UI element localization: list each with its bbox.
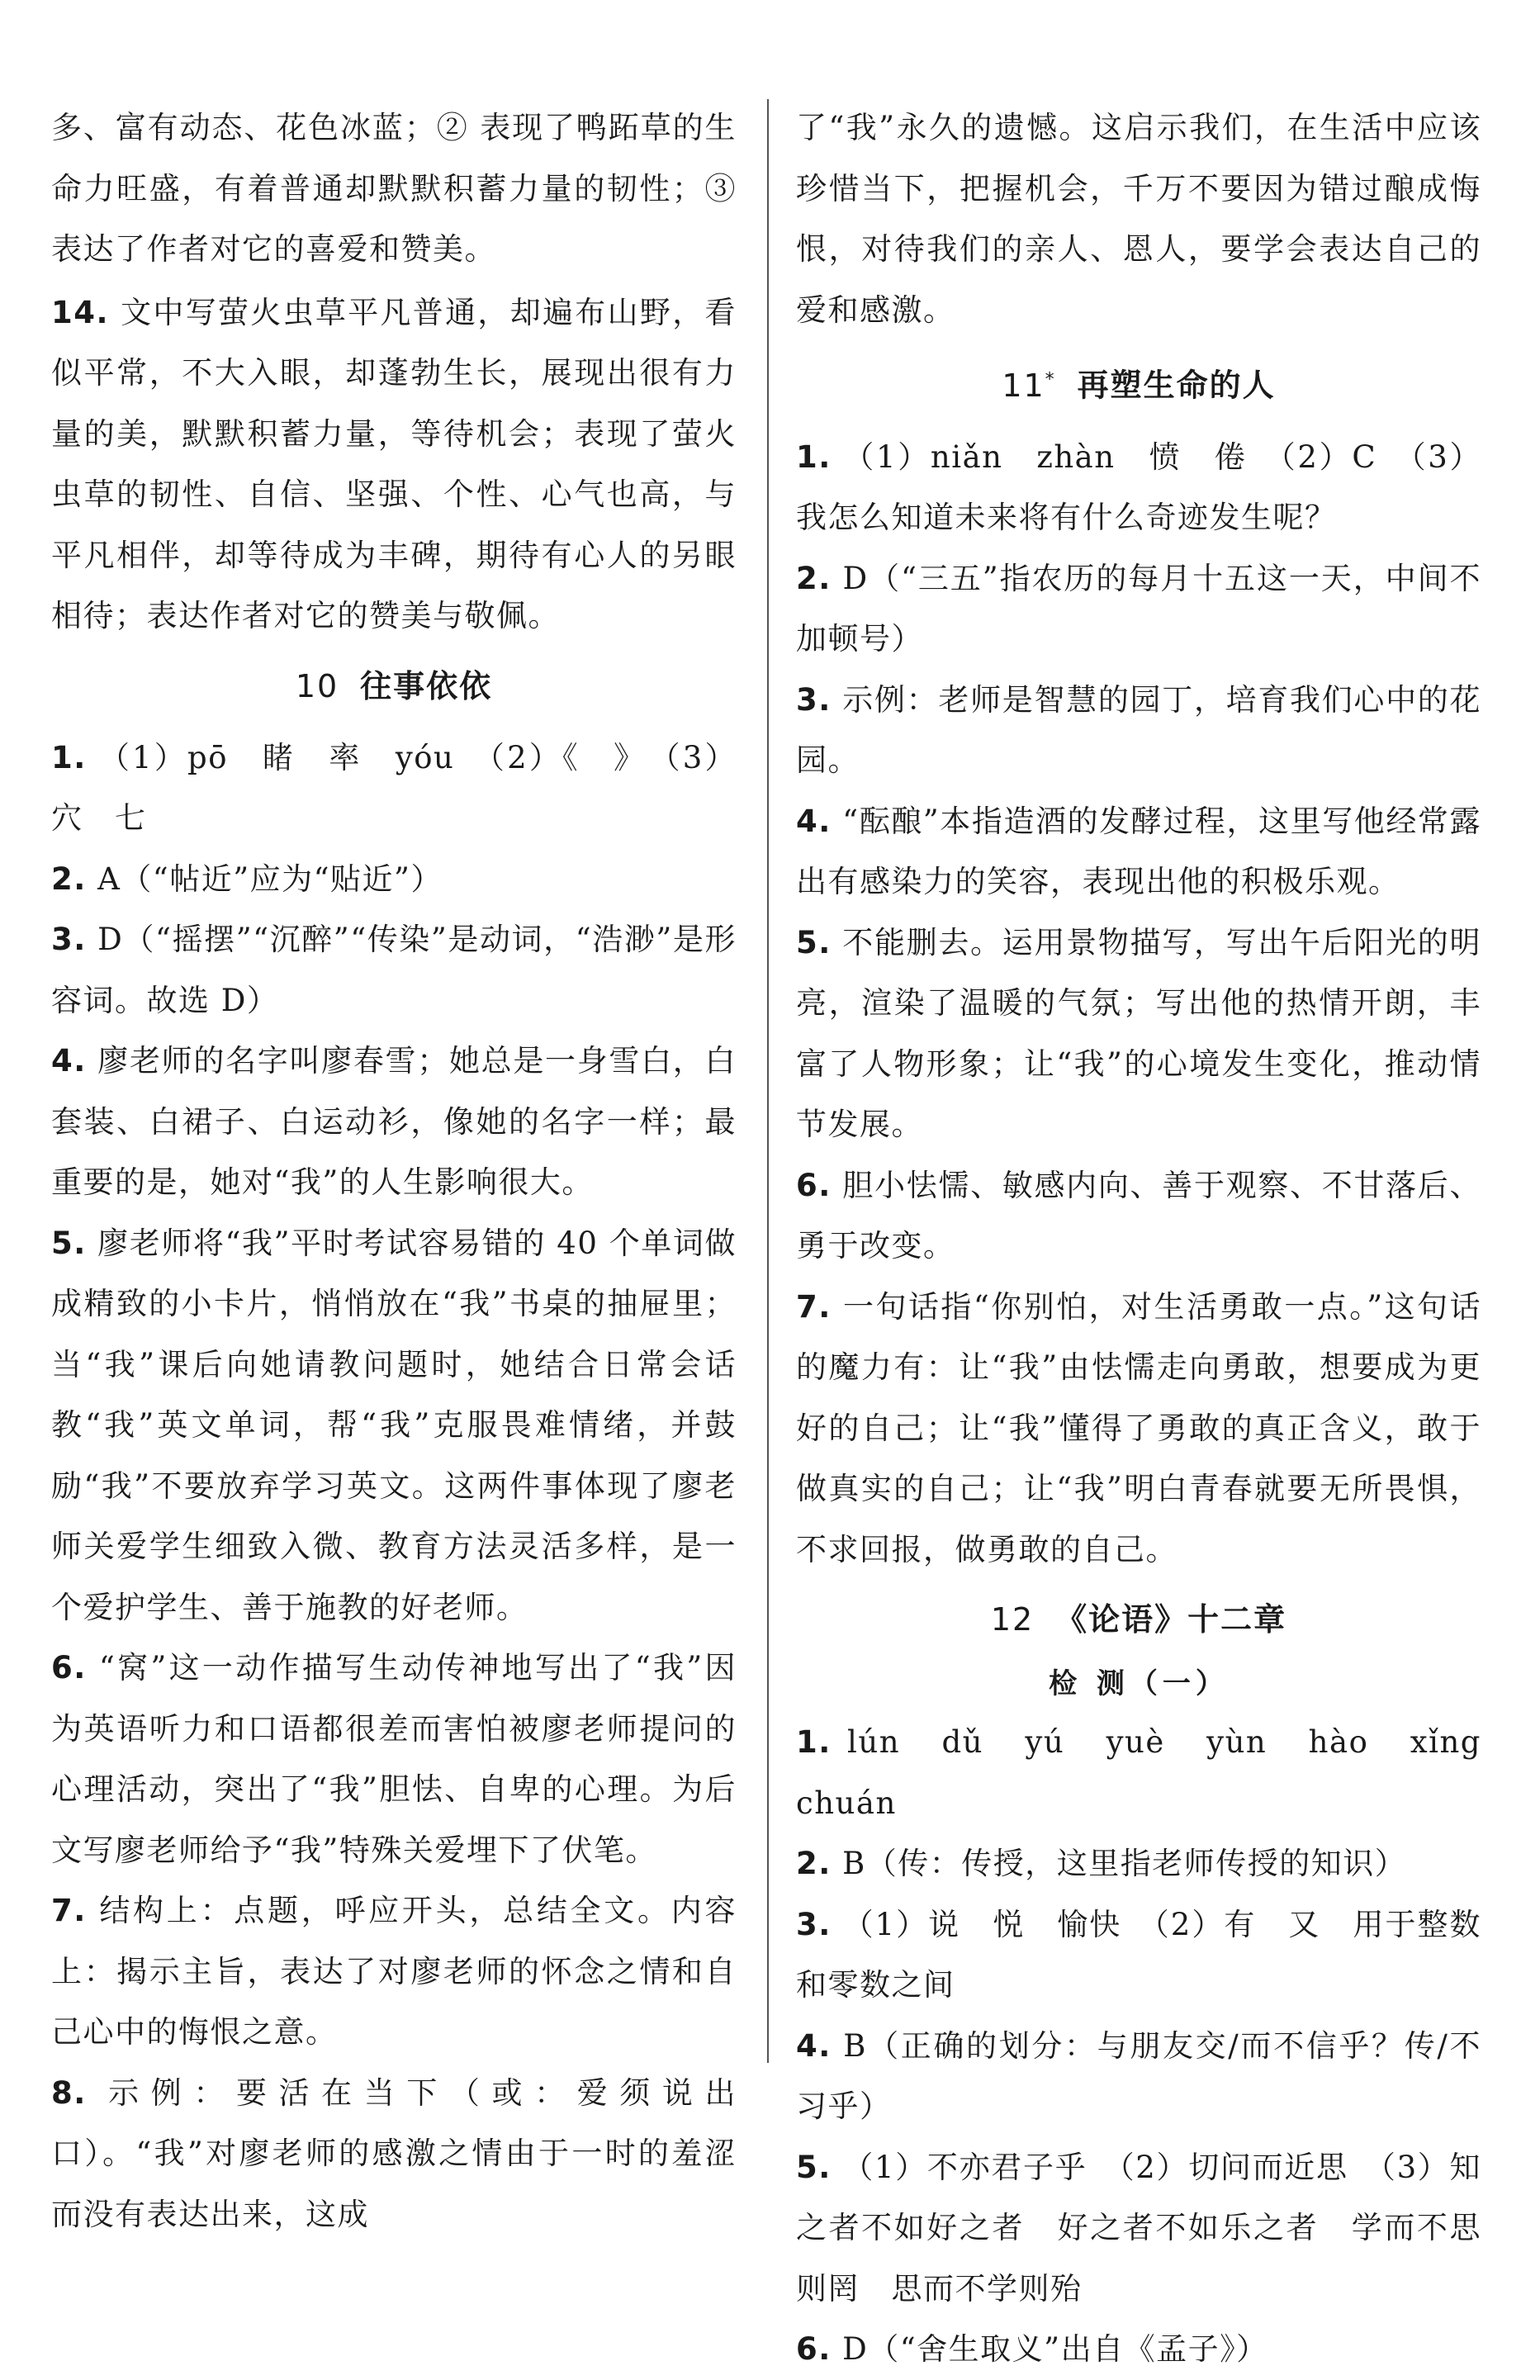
s11-answer-2: 2. D（“三五”指农历的每月十五这一天，中间不加顿号） (796, 560, 1481, 657)
s11-answer-5: 5. 不能删去。运用景物描写，写出午后阳光的明亮，渲染了温暖的气氛；写出他的热情开朗，丰富了人物形象；让“我”的心境发生变化，推动情节发展。 (796, 924, 1482, 1143)
s10-answer-4: 4. 廖老师的名字叫廖春雪；她总是一身雪白，白套装、白裙子、白运动衫，像她的名字一样；最重要的是，她对“我”的人生影响很大。 (51, 1043, 737, 1200)
section-number: 12 (990, 1601, 1035, 1638)
section-title: 再塑生命的人 (1077, 367, 1276, 404)
right-column (796, 97, 1514, 2380)
s12-answer-5: 5. （1）不亦君子乎 （2）切问而近思 （3）知之者不如好之者 好之者不如乐之者 学而不思则罔 思而不学则殆 (796, 2149, 1482, 2307)
s12-answer-2: 2. B（传：传授，这里指老师传授的知识） (796, 1846, 1407, 1882)
section-title: 《论语》十二章 (1055, 1601, 1287, 1638)
section-12-heading (796, 1595, 1481, 1644)
s12-answer-1: 1. lún dǔ yú yuè yùn hào xǐng chuán (796, 1724, 1514, 1821)
section-title: 往事依依 (360, 667, 493, 704)
left-column (51, 97, 737, 2245)
s11-answer-7: 7. 一句话指“你别怕，对生活勇敢一点。”这句话的魔力有：让“我”由怯懦走向勇敢，想要成为更好的自己；让“我”懂得了勇敢的真正含义，敢于做真实的自己；让“我”明白青春就要无所畏惧，不求回报，做勇敢的自己。 (796, 1288, 1481, 1567)
section-number: 11* (1002, 367, 1056, 404)
s12-answer-4: 4. B（正确的划分：与朋友交/而不信乎？传/不习乎） (796, 2027, 1481, 2125)
s12-answer-3: 3. （1）说 悦 愉快 （2）有 又 用于整数和零数之间 (796, 1906, 1481, 2003)
s11-answer-3: 3. 示例：老师是智慧的园丁，培育我们心中的花园。 (796, 681, 1482, 779)
answer-text: 文中写萤火虫草平凡普通，却遍布山野，看似平常，不大入眼，却蓬勃生长，展现出很有力量的美，默默积蓄力量，等待机会；表现了萤火虫草的韧性、自信、坚强、个性、心气也高，与平凡相伴，却等待成为丰碑，期待有心人的另眼相待；表达作者对它的赞美与敬佩。 (51, 294, 737, 633)
answer-14 (51, 282, 737, 647)
s10-answer-8: 8. 示例：要活在当下（或：爱须说出口）。“我”对廖老师的感激之情由于一时的羞涩而没有表达出来，这成 (51, 2074, 737, 2232)
s10-answer-3: 3. D（“摇摆”“沉醉”“传染”是动词，“浩渺”是形容词。故选 D） (51, 922, 737, 1018)
section-10-heading (51, 661, 737, 711)
section-11-heading (796, 355, 1481, 410)
s10-answer-6: 6. “窝”这一动作描写生动传神地写出了“我”因为英语听力和口语都很差而害怕被廖老师提问的心理活动，突出了“我”胆怯、自卑的心理。为后文写廖老师给予“我”特殊关爱埋下了伏笔。 (51, 1650, 737, 1868)
continued-answer: 多、富有动态、花色冰蓝；② 表现了鸭跖草的生命力旺盛，有着普通却默默积蓄力量的韧性；③ 表达了作者对它的喜爱和赞美。 (51, 110, 737, 267)
s10-answer-2: 2. A（“帖近”应为“贴近”） (51, 860, 443, 897)
optional-mark: * (1045, 369, 1056, 390)
s10-answer-1: 1. （1）pō 睹 率 yóu （2）《 》 （3）穴 七 (51, 739, 737, 836)
s10-answer-7: 7. 结构上：点题，呼应开头，总结全文。内容上：揭示主旨，表达了对廖老师的怀念之情和自己心中的悔恨之意。 (51, 1893, 737, 2050)
s11-answer-6: 6. 胆小怯懦、敏感内向、善于观察、不甘落后、勇于改变。 (796, 1167, 1482, 1264)
section-12-subtitle: 检 测（一） (1049, 1667, 1229, 1701)
answer-number: 14. (51, 294, 110, 330)
column-divider (767, 99, 769, 2063)
continued-answer: 了“我”永久的遗憾。这启示我们，在生活中应该珍惜当下，把握机会，千万不要因为错过酿成悔恨，对待我们的亲人、恩人，要学会表达自己的爱和感激。 (796, 110, 1481, 328)
s12-answer-6: 6. D（“舍生取义”出自《孟子》） (796, 2331, 1268, 2368)
s11-answer-1: 1. （1）niǎn zhàn 愤 倦 （2）C （3）我怎么知道未来将有什么奇迹发生呢？ (796, 439, 1481, 536)
section-number: 10 (295, 667, 339, 704)
s11-answer-4: 4. “酝酿”本指造酒的发酵过程，这里写他经常露出有感染力的笑容，表现出他的积极乐观。 (796, 803, 1481, 900)
s10-answer-5: 5. 廖老师将“我”平时考试容易错的 40 个单词做成精致的小卡片，悄悄放在“我”书桌的抽屉里；当“我”课后向她请教问题时，她结合日常会话教“我”英文单词，帮“我”克服畏难情绪，并鼓励“我”不要放弃学习英文。这两件事体现了廖老师关爱学生细致入微、教育方法灵活多样，是一个爱护学生、善于施教的好老师。 (51, 1225, 737, 1625)
